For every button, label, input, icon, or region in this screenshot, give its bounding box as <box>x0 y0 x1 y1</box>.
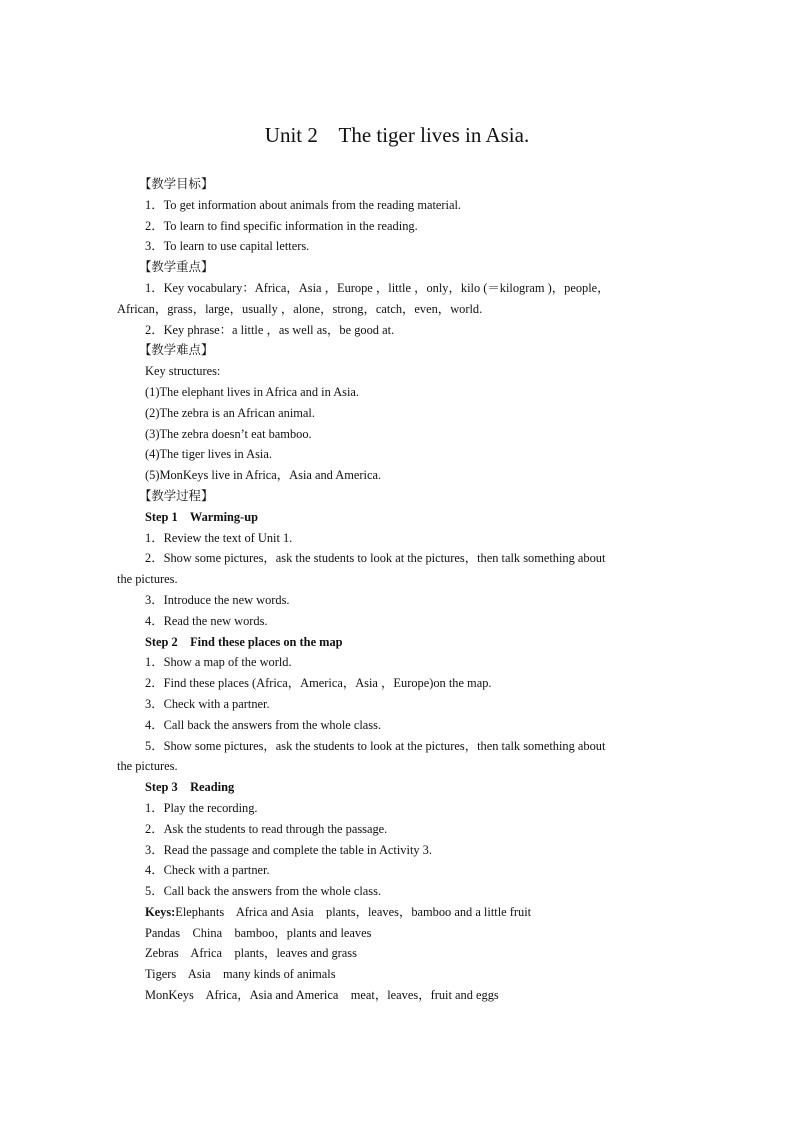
list-item: (1)The elephant lives in Africa and in Asia. <box>145 384 360 399</box>
list-item: 2．Ask the students to read through the passage. <box>145 821 388 836</box>
section-heading-key-points: 【教学重点】 <box>139 260 214 275</box>
list-item: 3．To learn to use capital letters. <box>145 239 310 254</box>
list-item: 5．Call back the answers from the whole class. <box>145 884 382 899</box>
list-item: 2．Find these places (Africa，America，Asia ，Europe)on the map. <box>145 676 492 691</box>
list-item: 3．Introduce the new words. <box>145 592 290 607</box>
keys-row: Pandas China bamboo，plants and leaves <box>145 925 372 940</box>
list-item: 1．To get information about animals from the reading material. <box>145 197 462 212</box>
list-item: 3．Check with a partner. <box>145 696 270 711</box>
list-item: (2)The zebra is an African animal. <box>145 405 315 420</box>
list-item: 3．Read the passage and complete the table in Activity 3. <box>145 842 432 857</box>
key-phrase-line: 2．Key phrase：a little ，as well as，be good at. <box>145 322 395 337</box>
list-item: 4．Read the new words. <box>145 613 268 628</box>
list-item: 4．Call back the answers from the whole class. <box>145 717 382 732</box>
key-structures-label: Key structures: <box>145 364 221 379</box>
list-item: (3)The zebra doesn’t eat bamboo. <box>145 426 312 441</box>
list-item: 2．To learn to find specific information in the reading. <box>145 218 418 233</box>
keys-row: MonKeys Africa，Asia and America meat，leaves，fruit and eggs <box>145 988 499 1003</box>
keys-row <box>117 902 682 923</box>
keys-label: Keys: <box>145 904 176 919</box>
key-vocabulary-line: 1．Key vocabulary：Africa，Asia ，Europe ，little ，only，kilo (＝kilogram )，people， <box>145 280 610 295</box>
keys-row-text: Elephants Africa and Asia plants，leaves，bamboo and a little fruit <box>175 904 532 919</box>
list-item: 2．Show some pictures，ask the students to look at the pictures，then talk something about <box>145 551 606 566</box>
section-heading-objectives: 【教学目标】 <box>139 177 214 191</box>
step3-title: Step 3 Reading <box>145 780 235 795</box>
document-body <box>117 174 682 1006</box>
step1-title: Step 1 Warming-up <box>145 509 259 524</box>
key-vocabulary-continuation: African，grass，large，usually ，alone，strong，catch，even，world. <box>117 301 483 316</box>
keys-row: Zebras Africa plants，leaves and grass <box>145 946 357 961</box>
step2-title: Step 2 Find these places on the map <box>145 634 343 649</box>
list-item: 5．Show some pictures，ask the students to look at the pictures，then talk something about <box>145 738 606 753</box>
list-item-continuation: the pictures. <box>117 572 178 587</box>
keys-row: Tigers Asia many kinds of animals <box>145 967 336 982</box>
section-heading-difficulties: 【教学难点】 <box>139 343 214 358</box>
list-item: 1．Play the recording. <box>145 800 258 815</box>
section-heading-process: 【教学过程】 <box>139 488 214 503</box>
list-item: 1．Review the text of Unit 1. <box>145 530 293 545</box>
list-item: (5)MonKeys live in Africa，Asia and America. <box>145 468 382 483</box>
list-item: 4．Check with a partner. <box>145 863 270 878</box>
list-item-continuation: the pictures. <box>117 759 178 774</box>
page-title: Unit 2 The tiger lives in Asia. <box>264 123 530 147</box>
list-item: (4)The tiger lives in Asia. <box>145 447 272 462</box>
list-item: 1．Show a map of the world. <box>145 655 292 670</box>
